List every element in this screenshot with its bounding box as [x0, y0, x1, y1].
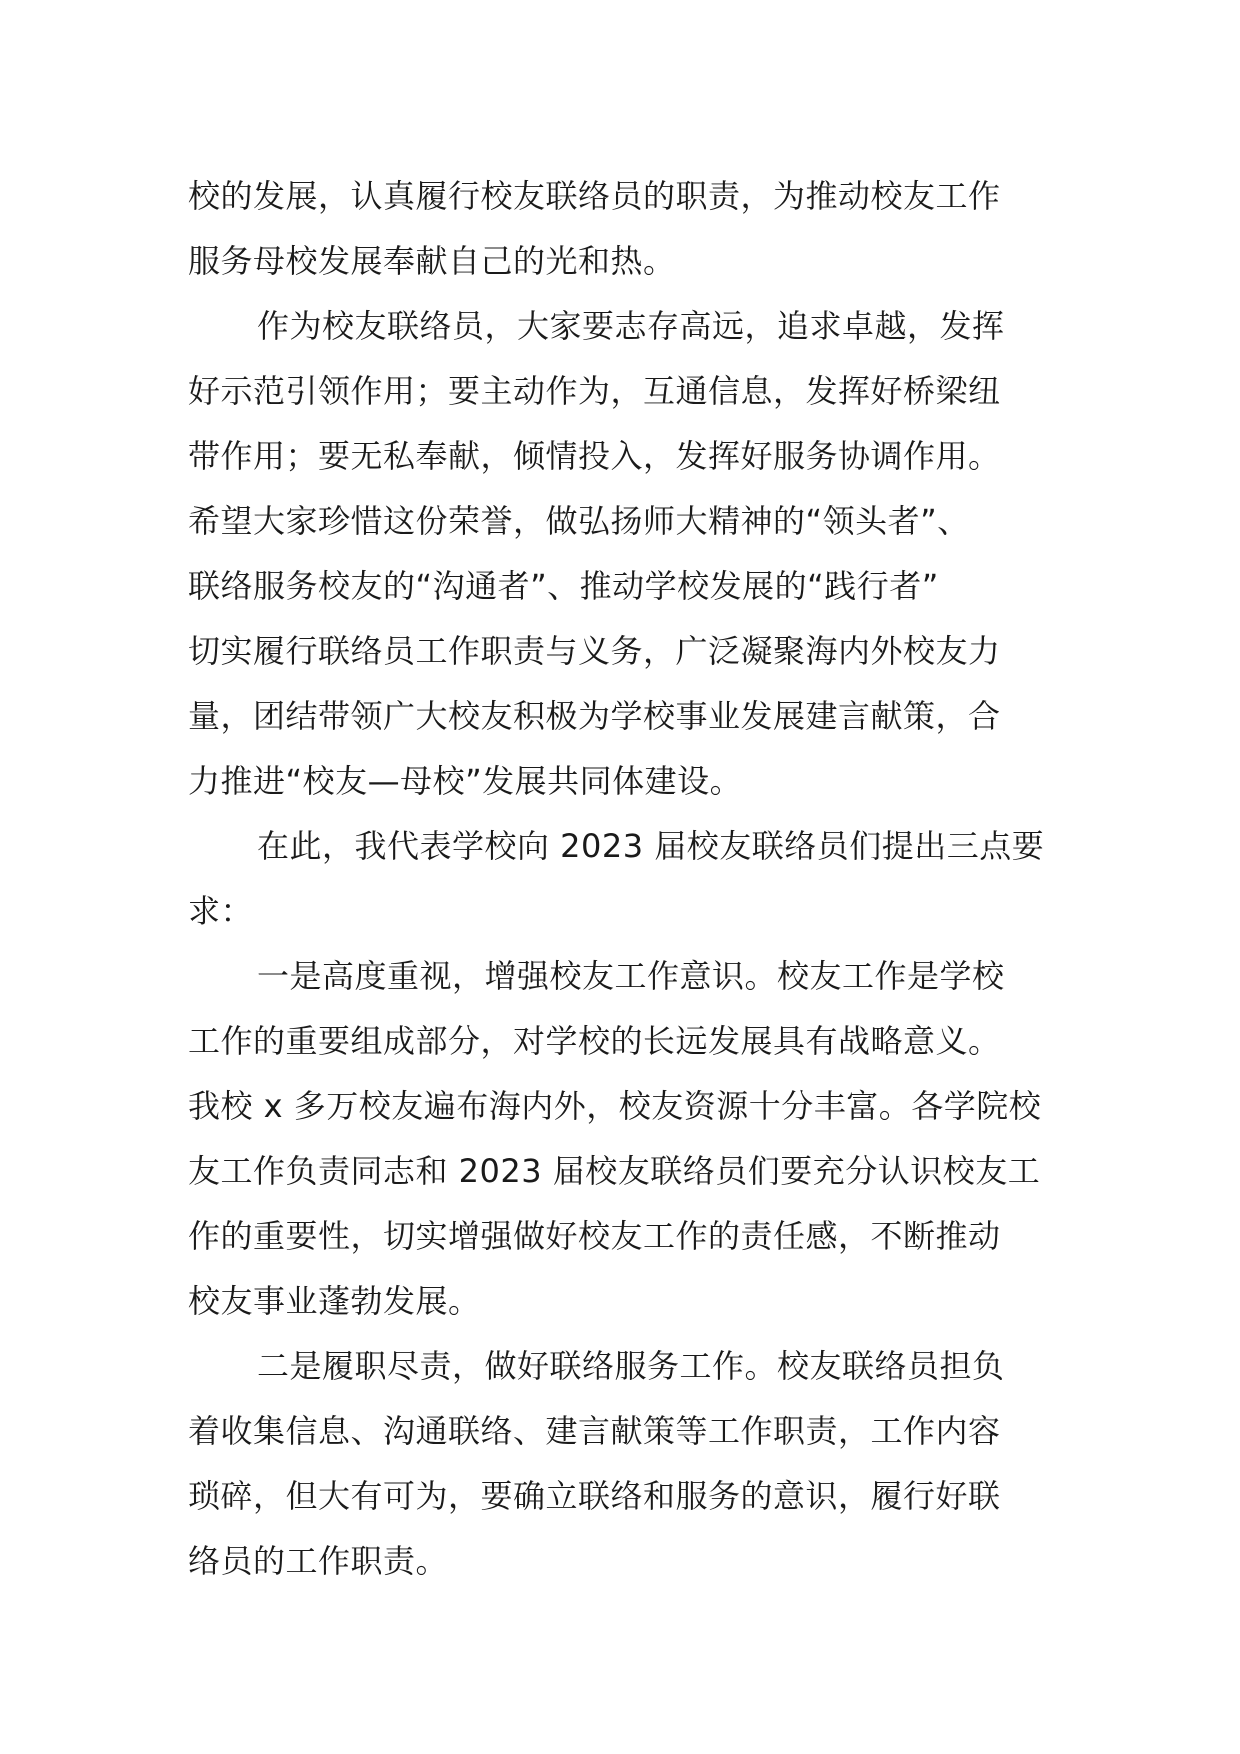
- text-line: 络员的工作职责。: [188, 1542, 449, 1580]
- text-line: 校的发展，认真履行校友联络员的职责，为推动校友工作: [188, 177, 1001, 215]
- text-line: 希望大家珍惜这份荣誉，做弘扬师大精神的“领头者”、: [188, 502, 970, 540]
- text-line: 二是履职尽责，做好联络服务工作。校友联络员担负: [257, 1347, 1005, 1385]
- text-line: 工作的重要组成部分，对学校的长远发展具有战略意义。: [188, 1022, 1001, 1060]
- text-line: 求：: [188, 892, 254, 930]
- text-line: 友工作负责同志和 2023 届校友联络员们要充分认识校友工: [188, 1152, 1041, 1190]
- text-line: 校友事业蓬勃发展。: [188, 1282, 481, 1320]
- text-line: 带作用；要无私奉献，倾情投入，发挥好服务协调作用。: [188, 437, 1001, 475]
- document-body: [188, 164, 1054, 1594]
- text-line: 着收集信息、沟通联络、建言献策等工作职责，工作内容: [188, 1412, 1001, 1450]
- text-line: 好示范引领作用；要主动作为，互通信息，发挥好桥梁纽: [188, 372, 1001, 410]
- text-line: 力推进“校友—母校”发展共同体建设。: [188, 762, 743, 800]
- text-line: 量，团结带领广大校友积极为学校事业发展建言献策，合: [188, 697, 1001, 735]
- text-line: 作的重要性，切实增强做好校友工作的责任感，不断推动: [188, 1217, 1001, 1255]
- text-line: 联络服务校友的“沟通者”、推动学校发展的“践行者”: [188, 567, 939, 605]
- text-line: 切实履行联络员工作职责与义务，广泛凝聚海内外校友力: [188, 632, 1001, 670]
- text-line: 服务母校发展奉献自己的光和热。: [188, 242, 676, 280]
- text-line: 在此，我代表学校向 2023 届校友联络员们提出三点要: [257, 827, 1045, 865]
- text-line: 一是高度重视，增强校友工作意识。校友工作是学校: [257, 957, 1005, 995]
- text-line: 作为校友联络员，大家要志存高远，追求卓越，发挥: [257, 307, 1005, 345]
- text-line: 琐碎，但大有可为，要确立联络和服务的意识，履行好联: [188, 1477, 1001, 1515]
- text-line: 我校 x 多万校友遍布海内外，校友资源十分丰富。各学院校: [188, 1087, 1042, 1125]
